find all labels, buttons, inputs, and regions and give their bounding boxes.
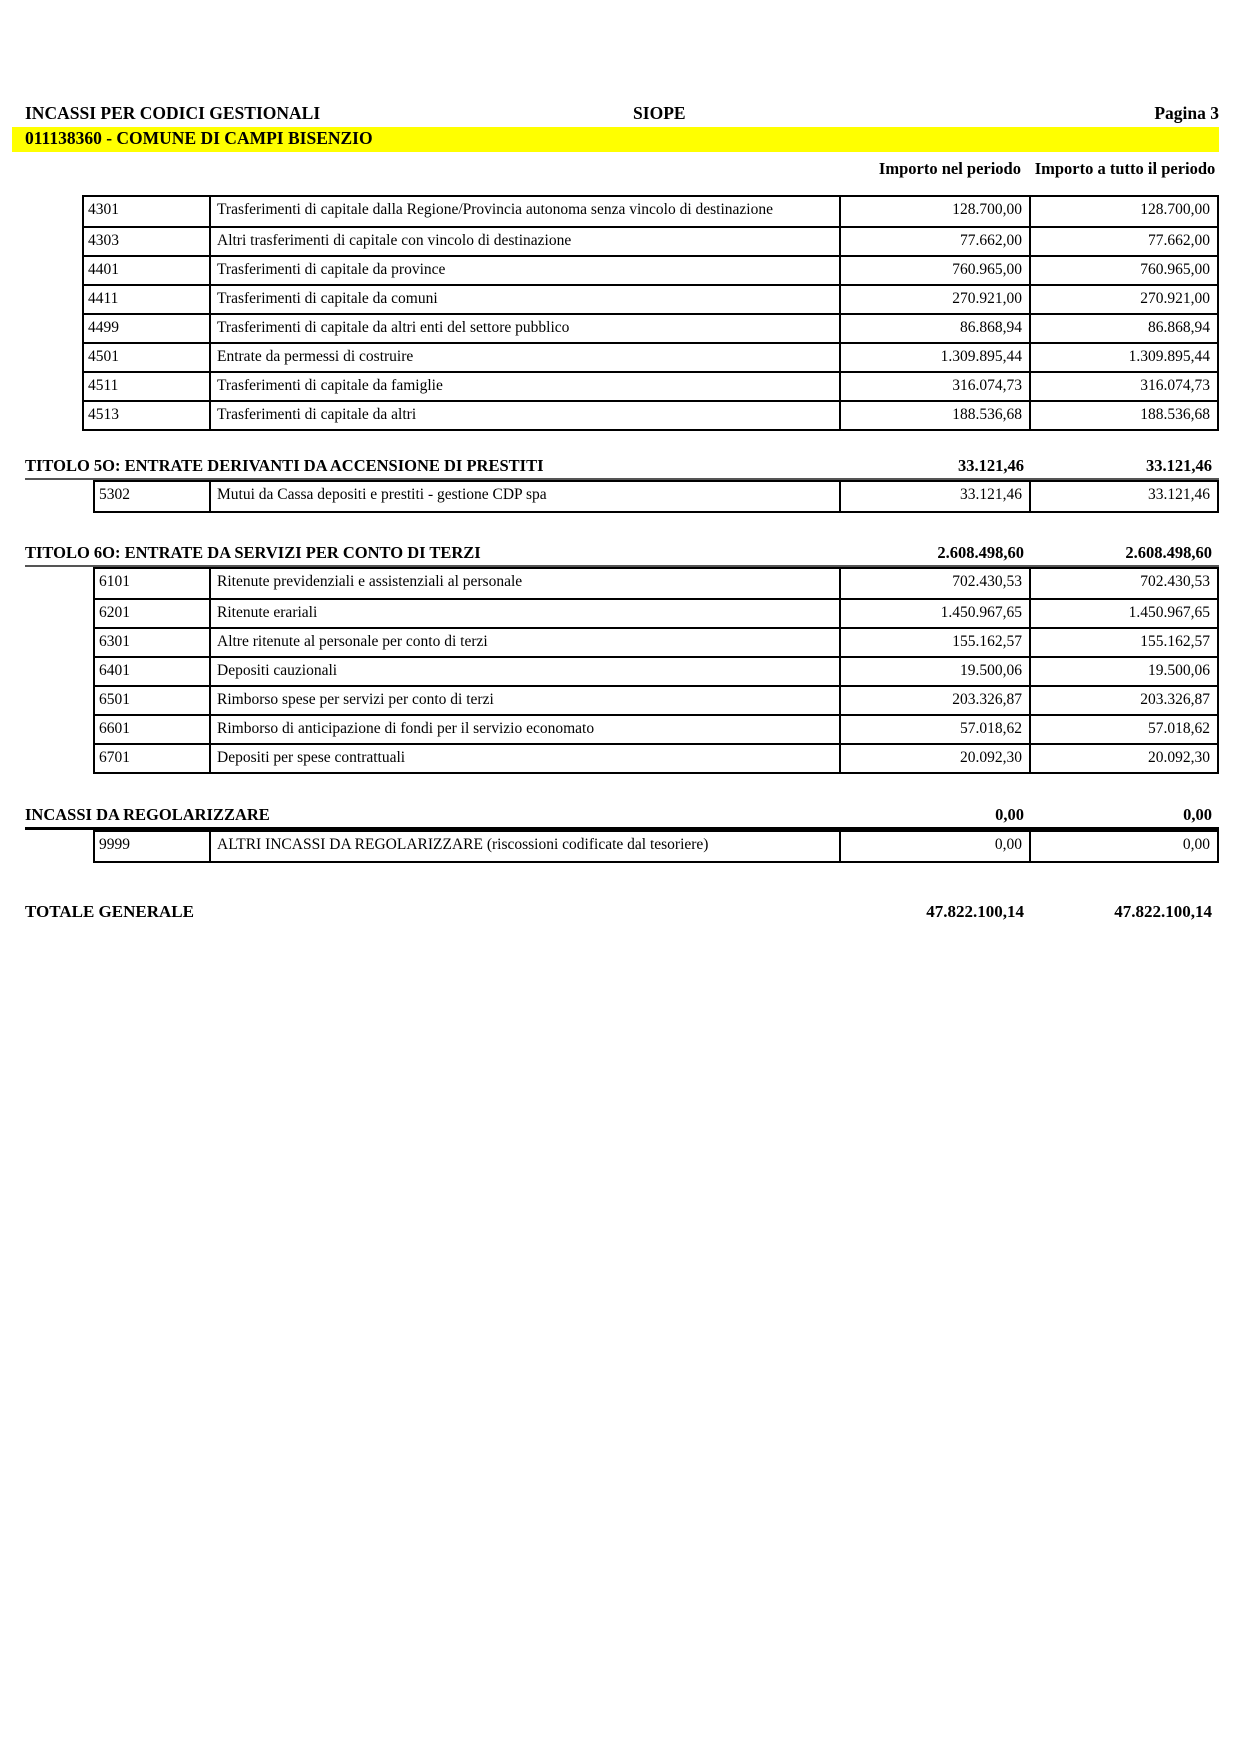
table-row [95, 743, 1217, 772]
period-amount-cell: 33.121,46 [839, 482, 1029, 511]
description-cell: Mutui da Cassa depositi e prestiti - gestione CDP spa [217, 486, 547, 504]
description-cell: Trasferimenti di capitale da comuni [217, 290, 438, 308]
period-amount-cell: 188.536,68 [839, 402, 1029, 429]
total-amount-cell: 270.921,00 [1029, 286, 1217, 313]
report-system-label: SIOPE [633, 103, 686, 123]
description-cell: Rimborso spese per servizi per conto di terzi [217, 691, 494, 709]
table-row [95, 685, 1217, 714]
period-amount-cell: 203.326,87 [839, 687, 1029, 714]
code-cell: 6201 [95, 600, 211, 627]
code-cell: 6501 [95, 687, 211, 714]
description-cell: Depositi per spese contrattuali [217, 749, 406, 767]
section-title: TITOLO 5O: ENTRATE DERIVANTI DA ACCENSIONE DI PRESTITI [25, 456, 544, 476]
code-cell: 6101 [95, 569, 211, 598]
total-amount-cell: 1.450.967,65 [1029, 600, 1217, 627]
description-cell: Rimborso di anticipazione di fondi per il servizio economato [217, 720, 595, 738]
description-cell: Trasferimenti di capitale da altri [217, 406, 417, 424]
description-cell: Trasferimenti di capitale da province [217, 261, 446, 279]
period-amount-cell: 702.430,53 [839, 569, 1029, 598]
period-amount-cell: 77.662,00 [839, 228, 1029, 255]
description-cell: Altri trasferimenti di capitale con vincolo di destinazione [217, 232, 572, 250]
section-header-regolarizzare [25, 805, 1219, 830]
total-amount-cell: 760.965,00 [1029, 257, 1217, 284]
period-amount-cell: 760.965,00 [839, 257, 1029, 284]
section-period-total: 0,00 [995, 805, 1024, 825]
code-cell: 4513 [84, 402, 211, 429]
code-cell: 6601 [95, 716, 211, 743]
section-header-titolo5 [25, 456, 1219, 480]
column-headers [25, 159, 1219, 179]
table-row [95, 598, 1217, 627]
total-amount-cell: 188.536,68 [1029, 402, 1217, 429]
total-amount-cell: 33.121,46 [1029, 482, 1217, 511]
grand-total-period: 47.822.100,14 [926, 902, 1024, 922]
period-amount-cell: 128.700,00 [839, 197, 1029, 226]
table-row [95, 656, 1217, 685]
section-title: TITOLO 6O: ENTRATE DA SERVIZI PER CONTO DI TERZI [25, 543, 481, 563]
code-cell: 4301 [84, 197, 211, 226]
period-amount-cell: 1.309.895,44 [839, 344, 1029, 371]
entity-banner: 011138360 - COMUNE DI CAMPI BISENZIO [12, 127, 1219, 152]
total-amount-cell: 203.326,87 [1029, 687, 1217, 714]
table-row [95, 714, 1217, 743]
table-row [95, 569, 1217, 598]
table-row [84, 400, 1217, 429]
section-header-titolo6 [25, 543, 1219, 567]
description-cell: Ritenute erariali [217, 604, 318, 622]
table-row [84, 313, 1217, 342]
description-cell: Trasferimenti di capitale da altri enti del settore pubblico [217, 319, 570, 337]
period-amount-cell: 155.162,57 [839, 629, 1029, 656]
table-row [84, 371, 1217, 400]
code-cell: 4411 [84, 286, 211, 313]
section-cumulative-total: 33.121,46 [1146, 456, 1212, 476]
period-amount-cell: 0,00 [839, 832, 1029, 861]
table-row [95, 482, 1217, 511]
total-amount-cell: 316.074,73 [1029, 373, 1217, 400]
codes-table-titolo5 [93, 480, 1219, 513]
total-amount-cell: 20.092,30 [1029, 745, 1217, 772]
table-row [95, 627, 1217, 656]
table-row [84, 284, 1217, 313]
period-amount-cell: 316.074,73 [839, 373, 1029, 400]
code-cell: 4499 [84, 315, 211, 342]
code-cell: 6401 [95, 658, 211, 685]
code-cell: 6301 [95, 629, 211, 656]
period-amount-cell: 86.868,94 [839, 315, 1029, 342]
section-cumulative-total: 2.608.498,60 [1125, 543, 1212, 563]
total-amount-cell: 128.700,00 [1029, 197, 1217, 226]
codes-table-titolo6 [93, 567, 1219, 774]
total-amount-cell: 19.500,06 [1029, 658, 1217, 685]
column-header-period: Importo nel periodo [878, 159, 1021, 178]
report-header [25, 103, 1219, 124]
description-cell: Entrate da permessi di costruire [217, 348, 414, 366]
code-cell: 4511 [84, 373, 211, 400]
codes-table-regolarizzare [93, 830, 1219, 863]
description-cell: ALTRI INCASSI DA REGOLARIZZARE (riscossioni codificate dal tesoriere) [217, 836, 709, 854]
period-amount-cell: 270.921,00 [839, 286, 1029, 313]
period-amount-cell: 1.450.967,65 [839, 600, 1029, 627]
period-amount-cell: 19.500,06 [839, 658, 1029, 685]
report-title: INCASSI PER CODICI GESTIONALI [25, 103, 321, 123]
page-number: Pagina 3 [1154, 103, 1219, 123]
table-row [84, 342, 1217, 371]
code-cell: 6701 [95, 745, 211, 772]
column-header-total-period: Importo a tutto il periodo [1034, 159, 1216, 178]
total-amount-cell: 0,00 [1029, 832, 1217, 861]
description-cell: Depositi cauzionali [217, 662, 338, 680]
grand-total-row [25, 902, 1219, 922]
code-cell: 9999 [95, 832, 211, 861]
description-cell: Trasferimenti di capitale dalla Regione/Provincia autonoma senza vincolo di destinazione [217, 201, 773, 219]
period-amount-cell: 57.018,62 [839, 716, 1029, 743]
description-cell: Altre ritenute al personale per conto di terzi [217, 633, 488, 651]
table-row [84, 226, 1217, 255]
code-cell: 4401 [84, 257, 211, 284]
description-cell: Ritenute previdenziali e assistenziali al personale [217, 573, 523, 591]
total-amount-cell: 702.430,53 [1029, 569, 1217, 598]
total-amount-cell: 77.662,00 [1029, 228, 1217, 255]
code-cell: 4303 [84, 228, 211, 255]
section-period-total: 2.608.498,60 [937, 543, 1024, 563]
grand-total-label: TOTALE GENERALE [25, 902, 194, 922]
code-cell: 4501 [84, 344, 211, 371]
table-row [84, 197, 1217, 226]
total-amount-cell: 86.868,94 [1029, 315, 1217, 342]
codes-table-titolo4 [82, 195, 1219, 431]
grand-total-cumulative: 47.822.100,14 [1114, 902, 1212, 922]
section-title: INCASSI DA REGOLARIZZARE [25, 805, 270, 825]
description-cell: Trasferimenti di capitale da famiglie [217, 377, 443, 395]
total-amount-cell: 155.162,57 [1029, 629, 1217, 656]
table-row [95, 832, 1217, 861]
period-amount-cell: 20.092,30 [839, 745, 1029, 772]
section-period-total: 33.121,46 [958, 456, 1024, 476]
table-row [84, 255, 1217, 284]
total-amount-cell: 1.309.895,44 [1029, 344, 1217, 371]
section-cumulative-total: 0,00 [1183, 805, 1212, 825]
code-cell: 5302 [95, 482, 211, 511]
total-amount-cell: 57.018,62 [1029, 716, 1217, 743]
